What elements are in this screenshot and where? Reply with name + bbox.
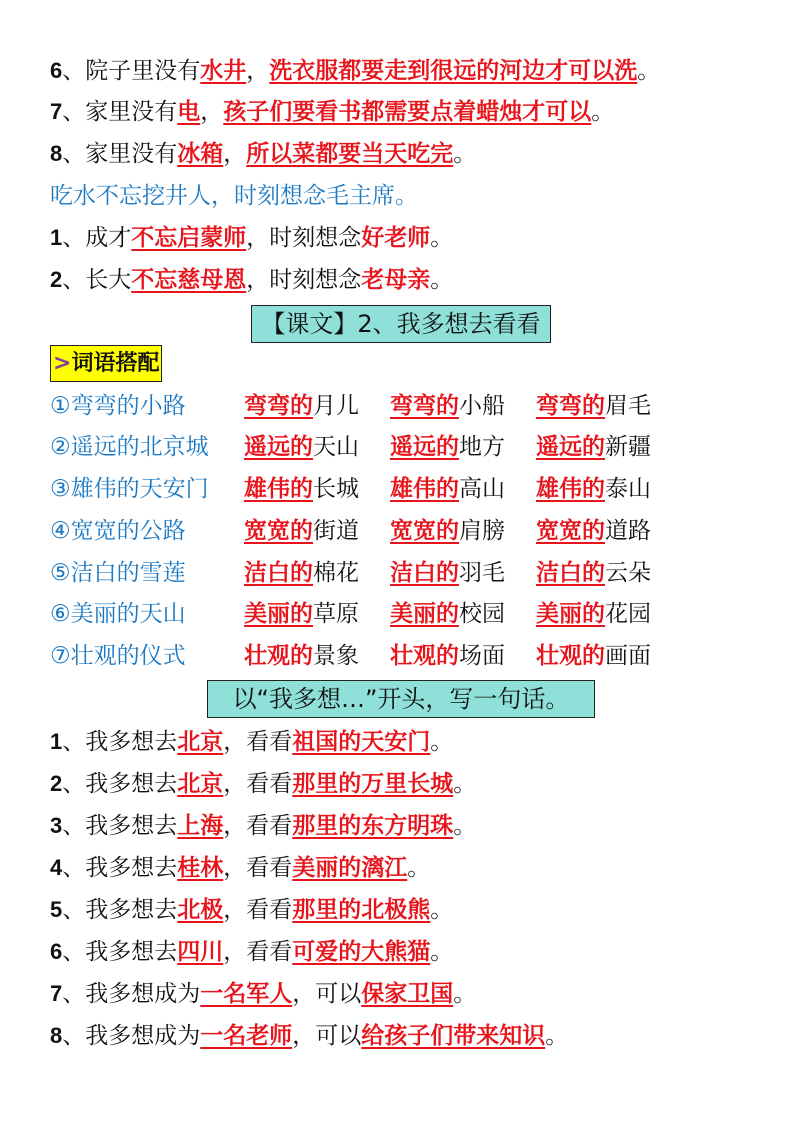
noun: 草原	[313, 601, 359, 627]
match-pair	[536, 386, 651, 426]
match-pair	[244, 594, 359, 634]
adjective: 宽宽的	[244, 518, 313, 544]
example-number: 1	[50, 225, 63, 250]
sentence-number: 6	[50, 939, 63, 964]
adjective: 洁白的	[390, 560, 459, 586]
adjective: 壮观的	[390, 643, 459, 669]
match-pair	[536, 511, 651, 551]
word-matching-label: 词语搭配	[71, 351, 160, 376]
match-pair	[536, 594, 651, 634]
sentence-number: 7	[50, 99, 63, 124]
example-prefix: 、成才	[62, 225, 132, 251]
match-head: ③雄伟的天安门	[50, 476, 209, 502]
filled-answer: 一名老师	[200, 1023, 293, 1049]
sentence-end: 。	[545, 1023, 569, 1049]
noun: 花园	[605, 601, 651, 627]
adjective: 弯弯的	[244, 393, 313, 419]
sentence-number: 2	[50, 771, 63, 796]
sentence-prefix: 、家里没有	[62, 99, 178, 125]
noun: 高山	[459, 476, 505, 502]
sentence-end: 。	[453, 981, 477, 1007]
arrow-icon: >	[53, 351, 72, 376]
sentence-prefix: 、我多想去	[62, 771, 178, 797]
filled-answer: 北极	[177, 897, 224, 923]
noun: 长城	[313, 476, 359, 502]
match-head: ⑦壮观的仪式	[50, 643, 186, 669]
match-pair	[244, 553, 359, 593]
filled-answer: 好老师	[361, 225, 431, 251]
match-pair	[244, 636, 359, 676]
lesson-title-banner: 【课文】2、我多想去看看	[251, 305, 551, 343]
sentence-number: 5	[50, 897, 63, 922]
filled-answer: 那里的万里长城	[292, 771, 454, 797]
match-head: ⑥美丽的天山	[50, 601, 186, 627]
example-connector: ，时刻想念	[246, 267, 362, 293]
sentence-number: 8	[50, 141, 63, 166]
filled-answer: 保家卫国	[361, 981, 454, 1007]
filled-answer: 电	[177, 99, 201, 125]
noun: 眉毛	[605, 393, 651, 419]
filled-answer: 不忘慈母恩	[131, 267, 247, 293]
sentence-end: 。	[430, 897, 454, 923]
match-pair	[390, 636, 505, 676]
sentence-connector: ，看看	[223, 897, 293, 923]
adjective: 壮观的	[536, 643, 605, 669]
filled-answer: 那里的北极熊	[292, 897, 431, 923]
motto-example-1	[50, 218, 453, 258]
sentence-prefix: 、我多想成为	[62, 981, 201, 1007]
adjective: 雄伟的	[244, 476, 313, 502]
sentence-end: 。	[591, 99, 615, 125]
sentence-prefix: 、我多想去	[62, 855, 178, 881]
sentence-number: 7	[50, 981, 63, 1006]
sentence-number: 3	[50, 813, 63, 838]
wish-sentence-4	[50, 848, 430, 888]
noun: 肩膀	[459, 518, 505, 544]
sentence-number: 1	[50, 729, 63, 754]
match-head: ⑤洁白的雪莲	[50, 560, 186, 586]
sentence-prefix: 、我多想去	[62, 729, 178, 755]
match-pair	[390, 427, 505, 467]
match-pair	[244, 469, 359, 509]
sentence-connector: ，	[223, 141, 247, 167]
match-pair	[390, 386, 505, 426]
noun: 天山	[313, 434, 359, 460]
sentence-7	[50, 92, 614, 132]
noun: 泰山	[605, 476, 651, 502]
match-pair	[536, 427, 651, 467]
sentence-connector: ，可以	[292, 981, 362, 1007]
match-head: ①弯弯的小路	[50, 393, 186, 419]
sentence-prefix: 、我多想成为	[62, 1023, 201, 1049]
filled-answer: 桂林	[177, 855, 224, 881]
noun: 景象	[313, 643, 359, 669]
sentence-prefix: 、院子里没有	[62, 58, 201, 84]
wish-sentence-1	[50, 722, 453, 762]
filled-answer: 一名军人	[200, 981, 293, 1007]
noun: 云朵	[605, 560, 651, 586]
sentence-connector: ，看看	[223, 813, 293, 839]
match-head: ④宽宽的公路	[50, 518, 186, 544]
sentence-prefix: 、家里没有	[62, 141, 178, 167]
match-pair	[244, 386, 359, 426]
sentence-connector: ，看看	[223, 771, 293, 797]
noun: 棉花	[313, 560, 359, 586]
adjective: 壮观的	[244, 643, 313, 669]
sentence-prompt-banner: 以“我多想…”开头，写一句话。	[207, 680, 595, 718]
sentence-connector: ，看看	[223, 855, 293, 881]
adjective: 宽宽的	[390, 518, 459, 544]
noun: 月儿	[313, 393, 359, 419]
word-matching-tag	[50, 345, 162, 382]
motto-example-2	[50, 260, 453, 300]
match-pair	[244, 427, 359, 467]
match-pair	[390, 553, 505, 593]
adjective: 遥远的	[244, 434, 313, 460]
filled-answer: 给孩子们带来知识	[361, 1023, 546, 1049]
filled-answer: 北京	[177, 729, 224, 755]
match-pair	[390, 594, 505, 634]
sentence-prefix: 、我多想去	[62, 897, 178, 923]
sentence-number: 4	[50, 855, 63, 880]
example-connector: ，时刻想念	[246, 225, 362, 251]
filled-answer: 水井	[200, 58, 247, 84]
noun: 画面	[605, 643, 651, 669]
sentence-number: 6	[50, 58, 63, 83]
wish-sentence-3	[50, 806, 476, 846]
filled-answer: 所以菜都要当天吃完	[246, 141, 454, 167]
adjective: 洁白的	[244, 560, 313, 586]
adjective: 宽宽的	[536, 518, 605, 544]
sentence-8	[50, 134, 476, 174]
match-pair	[536, 469, 651, 509]
adjective: 弯弯的	[390, 393, 459, 419]
sentence-end: 。	[453, 771, 477, 797]
adjective: 弯弯的	[536, 393, 605, 419]
filled-answer: 美丽的漓江	[292, 855, 408, 881]
noun: 小船	[459, 393, 505, 419]
noun: 街道	[313, 518, 359, 544]
filled-answer: 孩子们要看书都需要点着蜡烛才可以	[223, 99, 592, 125]
example-number: 2	[50, 267, 63, 292]
adjective: 遥远的	[390, 434, 459, 460]
adjective: 雄伟的	[390, 476, 459, 502]
adjective: 雄伟的	[536, 476, 605, 502]
sentence-connector: ，看看	[223, 939, 293, 965]
sentence-connector: ，	[246, 58, 270, 84]
sentence-end: 。	[453, 141, 477, 167]
adjective: 美丽的	[244, 601, 313, 627]
example-prefix: 、长大	[62, 267, 132, 293]
sentence-number: 8	[50, 1023, 63, 1048]
sentence-prefix: 、我多想去	[62, 939, 178, 965]
noun: 新疆	[605, 434, 651, 460]
example-end: 。	[430, 225, 454, 251]
filled-answer: 洗衣服都要走到很远的河边才可以洗	[269, 58, 638, 84]
sentence-end: 。	[453, 813, 477, 839]
sentence-connector: ，看看	[223, 729, 293, 755]
filled-answer: 四川	[177, 939, 224, 965]
sentence-end: 。	[430, 729, 454, 755]
sentence-prefix: 、我多想去	[62, 813, 178, 839]
wish-sentence-2	[50, 764, 476, 804]
filled-answer: 老母亲	[361, 267, 431, 293]
match-pair	[244, 511, 359, 551]
match-pair	[390, 469, 505, 509]
wish-sentence-5	[50, 890, 453, 930]
adjective: 美丽的	[390, 601, 459, 627]
filled-answer: 北京	[177, 771, 224, 797]
noun: 地方	[459, 434, 505, 460]
match-head: ②遥远的北京城	[50, 434, 209, 460]
filled-answer: 祖国的天安门	[292, 729, 431, 755]
wish-sentence-8	[50, 1016, 568, 1056]
noun: 道路	[605, 518, 651, 544]
wish-sentence-6	[50, 932, 453, 972]
wish-sentence-7	[50, 974, 476, 1014]
sentence-connector: ，	[200, 99, 224, 125]
sentence-end: 。	[407, 855, 431, 881]
motto-heading: 吃水不忘挖井人，时刻想念毛主席。	[50, 183, 418, 209]
filled-answer: 冰箱	[177, 141, 224, 167]
filled-answer: 不忘启蒙师	[131, 225, 247, 251]
noun: 场面	[459, 643, 505, 669]
match-pair	[390, 511, 505, 551]
filled-answer: 上海	[177, 813, 224, 839]
example-end: 。	[430, 267, 454, 293]
sentence-end: 。	[430, 939, 454, 965]
adjective: 洁白的	[536, 560, 605, 586]
sentence-end: 。	[637, 58, 661, 84]
filled-answer: 那里的东方明珠	[292, 813, 454, 839]
match-pair	[536, 636, 651, 676]
sentence-connector: ，可以	[292, 1023, 362, 1049]
adjective: 美丽的	[536, 601, 605, 627]
noun: 羽毛	[459, 560, 505, 586]
sentence-6	[50, 51, 660, 91]
adjective: 遥远的	[536, 434, 605, 460]
match-pair	[536, 553, 651, 593]
noun: 校园	[459, 601, 505, 627]
filled-answer: 可爱的大熊猫	[292, 939, 431, 965]
